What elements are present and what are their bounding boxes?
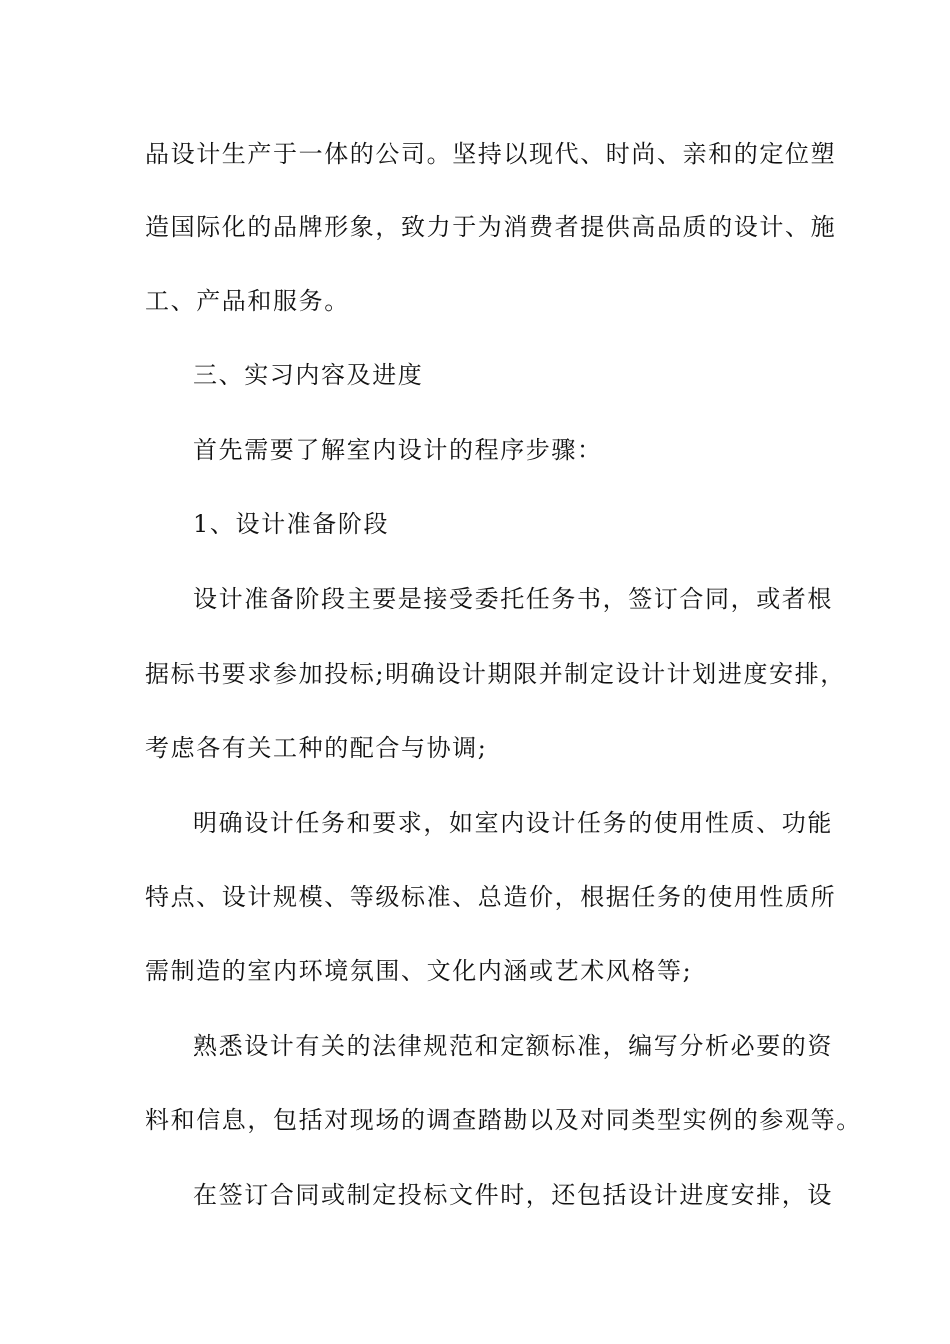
text-line-2: 造国际化的品牌形象，致力于为消费者提供高品质的设计、施 [145,213,837,241]
text-line-12: 需制造的室内环境氛围、文化内涵或艺术风格等; [145,957,693,985]
text-line-14: 料和信息，包括对现场的调查踏勘以及对同类型实例的参观等。 [145,1106,862,1134]
text-line-9: 考虑各有关工种的配合与协调; [145,734,488,762]
text-line-8: 据标书要求参加投标;明确设计期限并制定设计计划进度安排， [145,660,846,688]
text-line-7: 设计准备阶段主要是接受委托任务书，签订合同，或者根 [193,585,833,613]
text-line-10: 明确设计任务和要求，如室内设计任务的使用性质、功能 [193,809,833,837]
text-line-11: 特点、设计规模、等级标准、总造价，根据任务的使用性质所 [145,883,837,911]
text-line-5: 首先需要了解室内设计的程序步骤： [193,436,603,464]
text-line-3: 工、产品和服务。 [145,287,350,315]
section-heading: 三、实习内容及进度 [193,361,424,389]
text-line-13: 熟悉设计有关的法律规范和定额标准，编写分析必要的资 [193,1032,833,1060]
text-line-1: 品设计生产于一体的公司。坚持以现代、时尚、亲和的定位塑 [145,140,837,168]
text-line-15: 在签订合同或制定投标文件时，还包括设计进度安排，设 [193,1181,833,1209]
subsection-heading: 1、设计准备阶段 [193,510,390,538]
